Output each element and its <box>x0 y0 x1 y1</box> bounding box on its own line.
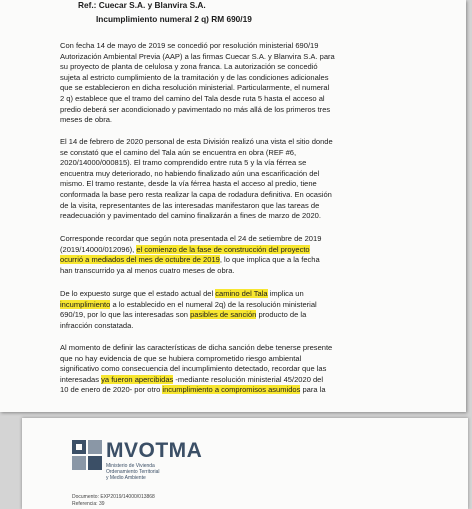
mvotma-logo-icon <box>72 440 102 472</box>
paragraph-line: 2020/14000/000815). El tramo comprendido entre ruta 5 y la vía férrea se <box>60 158 307 168</box>
text-run: (2019/14000/012096), <box>60 244 137 254</box>
text-run: De lo expuesto surge que el estado actual del <box>60 289 216 298</box>
paragraph-line: su proyecto de planta de celulosa y zona franca. La autorización se concedió <box>60 62 318 72</box>
document-page-2 <box>22 418 468 509</box>
text-run: , lo que implica que a la fecha <box>219 255 320 265</box>
reference-line: Ref.: Cuecar S.A. y Blanvira S.A. <box>78 0 206 10</box>
paragraph-line: Al momento de definir las características de dicha sanción debe tenerse presente <box>60 343 333 352</box>
paragraph-line <box>60 300 431 311</box>
paragraph-3 <box>60 234 431 276</box>
text-run: a lo establecido en el numeral 2q) de la resolución ministerial <box>110 299 317 309</box>
paragraph-line: infracción constatada. <box>60 320 134 330</box>
paragraph-line: 2 q) establece que el tramo del camino del Tala desde ruta 5 hasta el acceso al <box>60 93 325 103</box>
paragraph-line: predio deberá ser acondicionado y pavimentado no más allá de los primeros tres <box>60 104 331 114</box>
paragraph-line <box>60 375 431 386</box>
paragraph-2 <box>60 137 431 222</box>
paragraph-line: mismo. El tramo restante, desde la vía férrea hasta el acceso al predio, tiene <box>60 179 317 189</box>
paragraph-line <box>60 245 431 256</box>
paragraph-line <box>60 385 431 396</box>
paragraph-line: han transcurrido ya al menos cuatro meses de obra. <box>60 265 235 275</box>
paragraph-line: significativo como consecuencia del incumplimiento detectado, recordar que las <box>60 364 327 374</box>
brand-subtitle-line: Ministerio de Vivienda <box>106 463 155 469</box>
brand-name: MVOTMA <box>106 439 203 462</box>
paragraph-line: que se establecieron en dicha resolución ministerial. Particularmente, el numeral <box>60 83 330 93</box>
document-number: Documento: EXP2019/14000/013868 <box>72 494 155 500</box>
highlighted-text: camino del Tala <box>215 289 268 298</box>
highlighted-text: el comienzo de la fase de construcción del proyecto <box>136 244 310 254</box>
paragraph-line: se constató que el camino del Tala aún se encuentra en obra (REF #6, <box>60 147 297 157</box>
paragraph-line: Corresponde recordar que según nota presentada el 24 de setiembre de 2019 <box>60 234 322 243</box>
highlighted-text: ocurrió a mediados del mes de octubre de 2019 <box>60 255 220 265</box>
paragraph-line: conformada la base pero resta realizar la capa de rodadura definitiva. En ocasión <box>60 189 332 199</box>
paragraph-line <box>60 289 431 300</box>
text-run: producto de la <box>256 310 307 320</box>
highlighted-text: ya fueron apercibidas <box>101 374 174 384</box>
paragraph-line: de la visita, representantes de las interesadas manifestaron que las tareas de <box>60 200 320 210</box>
paragraph-line: que no hay evidencia de que se hubiera comprometido riesgo ambiental <box>60 353 302 363</box>
highlighted-text: incumplimiento <box>60 299 111 309</box>
paragraph-line: meses de obra. <box>60 115 113 125</box>
brand-subtitle-line: y Medio Ambiente <box>106 475 146 481</box>
subject-line: Incumplimiento numeral 2 q) RM 690/19 <box>96 14 252 24</box>
paragraph-line: Autorización Ambiental Previa (AAP) a las firmas Cuecar S.A. y Blanvira S.A. para <box>60 51 335 61</box>
paragraph-line: sujeta al estricto cumplimiento de la tramitación y de las condiciones adicionales <box>60 72 329 82</box>
reference-number: Referencia: 39 <box>72 500 105 507</box>
highlighted-text: pasibles de sanción <box>190 310 257 320</box>
brand-subtitle <box>106 463 160 481</box>
highlighted-text: incumplimiento a compromisos asumidos <box>162 385 301 395</box>
text-run: -mediante resolución ministerial 45/2020 del <box>173 374 324 384</box>
text-run: 10 de enero de 2020- por otro <box>60 385 163 395</box>
paragraph-line: encuentra muy deteriorado, no habiendo finalizado aún una escarificación del <box>60 168 320 178</box>
paragraph-5 <box>60 343 431 396</box>
paragraph-line: readecuación y pavimentado del camino finalizarán a fines de marzo de 2020. <box>60 211 321 221</box>
text-run: implica un <box>267 289 304 298</box>
paragraph-1 <box>60 41 431 126</box>
text-run: interesadas <box>60 374 102 384</box>
paragraph-line: Con fecha 14 de mayo de 2019 se concedió por resolución ministerial 690/19 <box>60 41 319 50</box>
text-run: para la <box>300 385 326 395</box>
brand-subtitle-line: Ordenamiento Territorial <box>106 469 160 475</box>
paragraph-line <box>60 310 431 321</box>
document-reference <box>72 494 155 507</box>
paragraph-line <box>60 255 431 266</box>
text-run: 690/19, por lo que las interesadas son <box>60 310 191 320</box>
paragraph-4 <box>60 289 431 331</box>
paragraph-line: El 14 de febrero de 2020 personal de esta División realizó una vista el sitio donde <box>60 137 333 146</box>
